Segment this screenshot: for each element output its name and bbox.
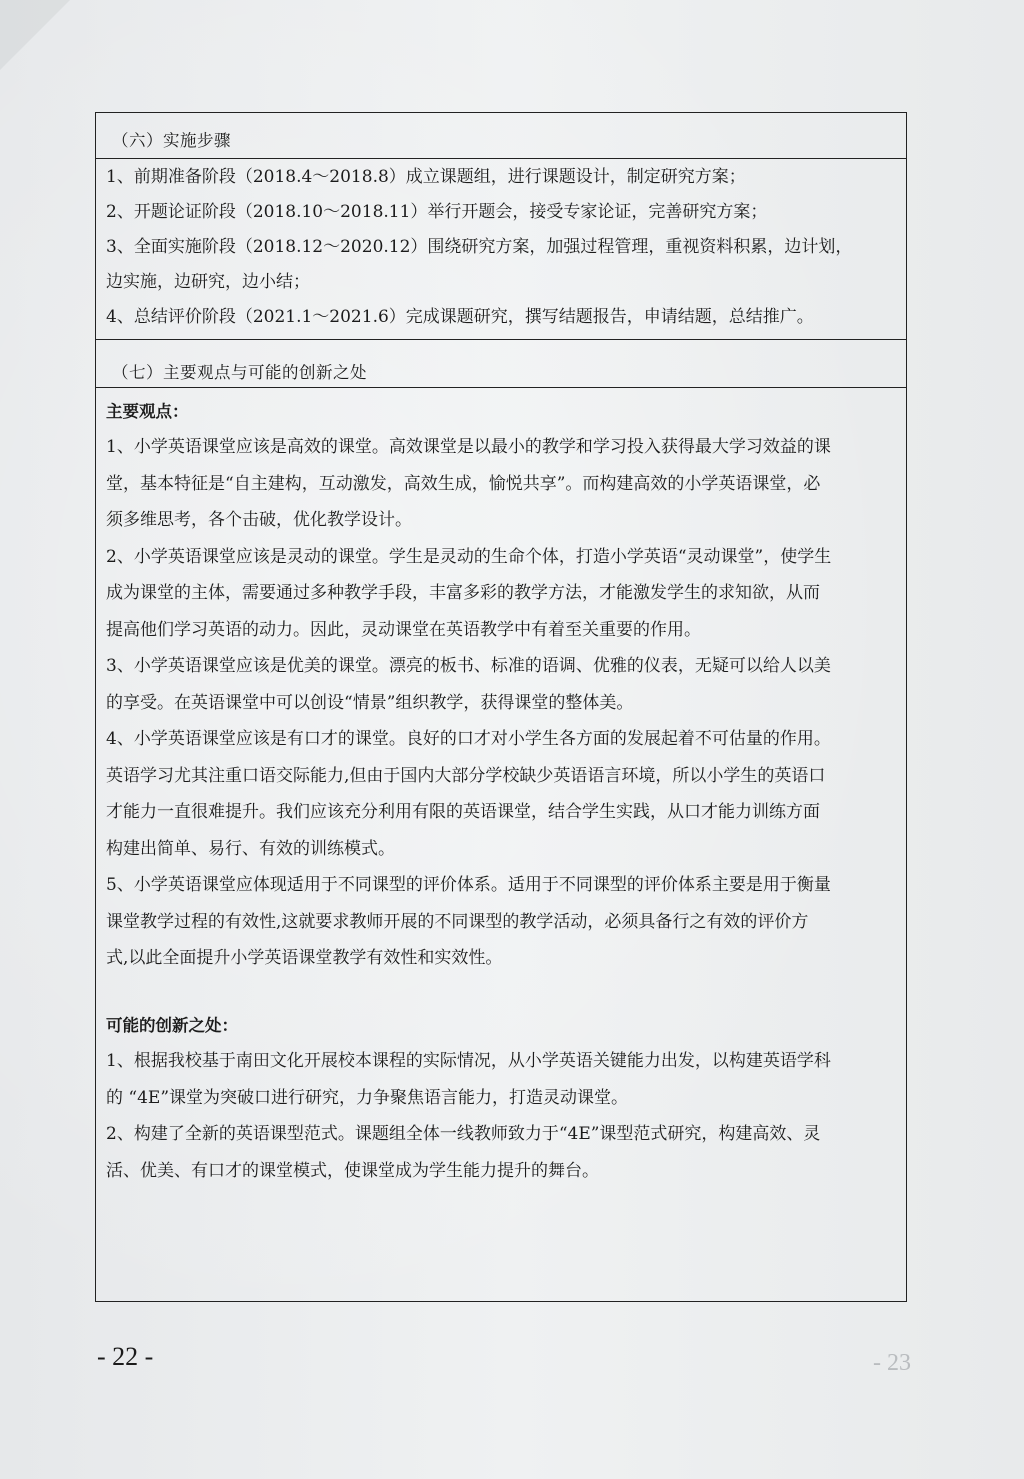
viewpoint-line: 才能力一直很难提升。我们应该充分利用有限的英语课堂，结合学生实践，从口才能力训练方面 [106,802,820,822]
step-line: 2、开题论证阶段（2018.10～2018.11）举行开题会，接受专家论证，完善研究方案； [106,202,768,222]
section7-heading: （七）主要观点与可能的创新之处 [112,363,367,382]
viewpoint-line: 5、小学英语课堂应体现适用于不同课型的评价体系。适用于不同课型的评价体系主要是用于衡量 [106,875,831,895]
viewpoint-line: 须多维思考，各个击破，优化教学设计。 [106,510,412,530]
viewpoint-line: 3、小学英语课堂应该是优美的课堂。漂亮的板书、标准的语调、优雅的仪表，无疑可以给人以美 [106,656,831,676]
viewpoint-line: 式,以此全面提升小学英语课堂教学有效性和实效性。 [106,948,503,968]
innovation-line: 的 “4E”课堂为突破口进行研究，力争聚焦语言能力，打造灵动课堂。 [106,1087,629,1108]
innovation-line: 2、构建了全新的英语课型范式。课题组全体一线教师致力于“4E”课型范式研究，构建高效、灵 [106,1124,821,1144]
step-line: 3、全面实施阶段（2018.12～2020.12）围绕研究方案，加强过程管理，重视资料积累，边计划， [106,237,853,257]
viewpoint-line: 2、小学英语课堂应该是灵动的课堂。学生是灵动的生命个体，打造小学英语“灵动课堂”，使学生 [106,546,832,567]
page-corner-fold [0,0,70,70]
innovations-block [106,1009,892,1189]
step-line: 1、前期准备阶段（2018.4～2018.8）成立课题组，进行课题设计，制定研究方案； [106,167,746,187]
step-line: 4、总结评价阶段（2021.1～2021.6）完成课题研究，撰写结题报告，申请结题，总结推广。 [106,307,814,327]
viewpoint-line: 构建出简单、易行、有效的训练模式。 [106,838,395,859]
viewpoint-line: 课堂教学过程的有效性,这就要求教师开展的不同课型的教学活动，必须具备行之有效的评价方 [106,911,809,932]
innovations-title: 可能的创新之处： [106,1016,238,1035]
step-line: 边实施，边研究，边小结； [106,272,310,292]
next-page-number: - 23 [873,1350,911,1376]
section6-heading: （六）实施步骤 [112,131,231,150]
content-table [95,112,907,1302]
viewpoint-line: 1、小学英语课堂应该是高效的课堂。高效课堂是以最小的教学和学习投入获得最大学习效益的课 [106,437,831,457]
row-divider [96,387,906,388]
viewpoint-line: 成为课堂的主体，需要通过多种教学手段，丰富多彩的教学方法，才能激发学生的求知欲，从而 [106,583,820,603]
viewpoint-line: 4、小学英语课堂应该是有口才的课堂。良好的口才对小学生各方面的发展起着不可估量的作用。 [106,729,831,749]
viewpoint-line: 的享受。在英语课堂中可以创设“情景”组织教学，获得课堂的整体美。 [106,692,634,713]
viewpoint-line: 提高他们学习英语的动力。因此，灵动课堂在英语教学中有着至关重要的作用。 [106,619,701,640]
section6-body [106,160,892,335]
innovation-line: 活、优美、有口才的课堂模式，使课堂成为学生能力提升的舞台。 [106,1160,599,1181]
viewpoints-block [106,395,892,977]
row-divider [96,158,906,159]
innovation-line: 1、根据我校基于南田文化开展校本课程的实际情况，从小学英语关键能力出发，以构建英语学科 [106,1051,831,1071]
row-divider [96,339,906,340]
viewpoint-line: 堂，基本特征是“自主建构，互动激发，高效生成，愉悦共享”。而构建高效的小学英语课堂，必 [106,473,821,494]
page-number: - 22 - [97,1342,154,1371]
viewpoint-line: 英语学习尤其注重口语交际能力,但由于国内大部分学校缺少英语语言环境，所以小学生的英语口 [106,765,826,786]
viewpoints-title: 主要观点： [106,402,189,421]
